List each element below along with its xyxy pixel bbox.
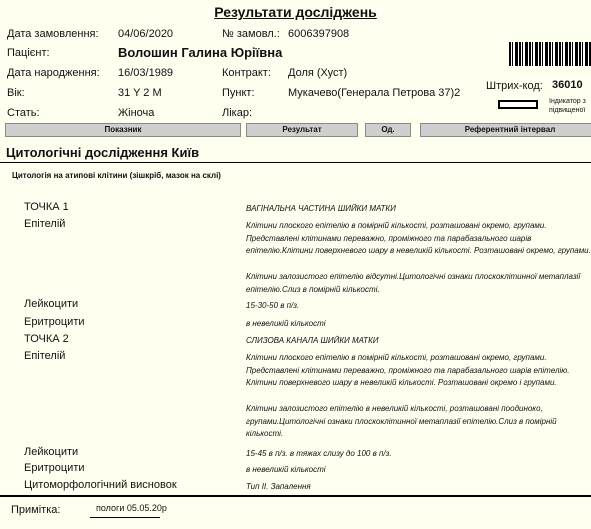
order-no-label: № замовл.: [222,28,280,40]
row-value-continued: Клітини залозистого епітелію в невеликій кількості, розташовані поодиноко, групами.Цитологічні ознаки плоскоклітинної метаплазії епітелію.Слиз в помірній кількості. [246,404,557,438]
dob-label: Дата народження: [7,67,100,79]
indicator-text-1: Індикатор з [549,98,586,105]
dob: 16/03/1989 [118,67,174,79]
row-value: в невеликій кількості [246,319,326,328]
doctor-label: Лікар: [222,107,253,119]
patient-name: Волошин Галина Юріївна [118,45,283,60]
barcode-value: 36010 [552,79,583,91]
group-title: Цитологія на атипові клітини (зішкріб, мазок на склі) [12,171,221,180]
row-label: Лейкоцити [24,446,79,458]
row-value: 15-30-50 в п/з. [246,301,300,310]
page-title: Результати досліджень [214,4,377,20]
barcode-icon [509,42,591,66]
sex-label: Стать: [7,107,40,119]
column-header-unit: Од. [365,123,411,137]
row-value: в невеликій кількості [246,465,326,474]
column-header-indicator: Показник [5,123,241,137]
row-label: Еритроцити [24,316,85,328]
age-label: Вік: [7,87,25,99]
row-value: Клітини плоского епітелію в помірній кількості, розташовані окремо, групами. Представлені клітинами переважно, проміжного та парабазального шарів епітелію.Клітини поверхневого шару в невеликій кількості. Розташовані окремо, групами. [246,221,591,255]
sex: Жіноча [118,107,155,119]
point-label: Пункт: [222,87,255,99]
point: Мукачево(Генерала Петрова 37)2 [288,87,461,99]
age: 31 Y 2 M [118,87,162,99]
row-label: Лейкоцити [24,298,79,310]
row-label: Еритроцити [24,462,85,474]
note-label: Примітка: [11,504,61,516]
row-label: Епітелій [24,218,66,230]
row-label: ТОЧКА 1 [24,201,69,213]
order-date-label: Дата замовлення: [7,28,99,40]
barcode-label: Штрих-код: [486,80,543,92]
order-date: 04/06/2020 [118,28,174,40]
contract: Доля (Хуст) [288,67,348,79]
column-header-reference: Референтний інтервал [420,123,591,137]
row-value: ВАГІНАЛЬНА ЧАСТИНА ШИЙКИ МАТКИ [246,204,396,213]
note-underline [90,517,160,518]
indicator-box [498,100,538,109]
row-value: 15-45 в п/з. в тяжах слизу до 100 в п/з. [246,449,392,458]
row-label: ТОЧКА 2 [24,333,69,345]
row-value: Клітини плоского епітелію в помірній кількості, розташовані окремо, групами. Представлені клітинами переважно, проміжного та парабазального шарів епітелію. Клітини поверхневого шару в невеликій кількості. Розташовані окремо і групами. [246,353,570,387]
row-value: Тип II. Запалення [246,482,311,491]
row-value: СЛИЗОВА КАНАЛА ШИЙКИ МАТКИ [246,336,379,345]
indicator-text-2: підвищеної [549,107,586,114]
section-title: Цитологічні дослідження Київ [6,145,200,160]
row-label: Епітелій [24,350,66,362]
column-header-result: Результат [246,123,358,137]
order-no: 6006397908 [288,28,350,40]
row-value-continued: Клітини залозистого епітелію відсутні.Цитологічні ознаки плоскоклітинної метаплазії епітелію.Слиз в помірній кількості. [246,272,581,294]
section-divider [0,162,591,163]
footer-divider [0,495,591,497]
row-label: Цитоморфологічний висновок [24,479,177,491]
note-value: пологи 05.05.20р [96,503,167,513]
contract-label: Контракт: [222,67,271,79]
patient-label: Пацієнт: [7,47,50,59]
